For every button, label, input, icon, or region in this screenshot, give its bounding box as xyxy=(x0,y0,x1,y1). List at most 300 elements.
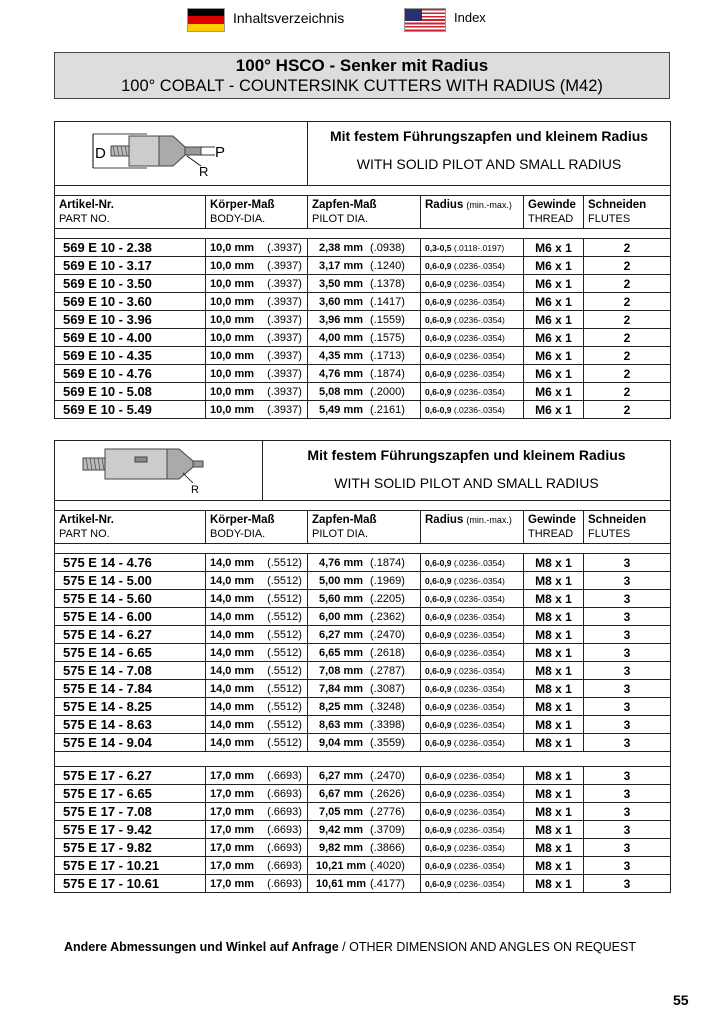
pilot-dia-cell xyxy=(308,716,421,734)
body-dia-mm: 17,0 mm xyxy=(210,859,255,872)
pilot-dia-inch: (.1240) xyxy=(370,259,405,272)
body-dia-inch: (.5512) xyxy=(267,646,302,659)
table-row xyxy=(55,329,671,347)
spacer-row xyxy=(55,186,671,196)
pilot-dia-cell xyxy=(308,329,421,347)
table-row xyxy=(55,626,671,644)
section2-description-en: WITH SOLID PILOT AND SMALL RADIUS xyxy=(334,475,599,491)
body-dia-inch: (.3937) xyxy=(267,367,302,380)
table-row xyxy=(55,821,671,839)
thread-cell: M8 x 1 xyxy=(524,662,584,680)
tool-drawing-cell xyxy=(55,441,263,501)
body-dia-mm: 10,0 mm xyxy=(210,403,255,416)
body-dia-cell xyxy=(206,734,308,752)
radius-inch: (.0236-.0354) xyxy=(453,404,505,415)
radius-mm: 0,6-0,9 xyxy=(425,770,452,781)
flutes-cell: 2 xyxy=(584,365,671,383)
body-dia-inch: (.3937) xyxy=(267,403,302,416)
body-dia-mm: 10,0 mm xyxy=(210,241,255,254)
table-row xyxy=(55,401,671,419)
flutes-cell: 3 xyxy=(584,680,671,698)
table-row xyxy=(55,716,671,734)
spacer-row xyxy=(55,752,671,767)
body-dia-mm: 14,0 mm xyxy=(210,574,255,587)
pilot-dia-cell xyxy=(308,257,421,275)
inhaltsverzeichnis-link[interactable]: Inhaltsverzeichnis xyxy=(233,10,345,26)
thread-cell: M8 x 1 xyxy=(524,572,584,590)
radius-cell xyxy=(421,554,524,572)
radius-inch: (.0236-.0354) xyxy=(453,665,505,676)
body-dia-cell xyxy=(206,590,308,608)
footer-note-en: OTHER DIMENSION AND ANGLES ON REQUEST xyxy=(349,940,636,954)
table-row xyxy=(55,257,671,275)
table-row xyxy=(55,875,671,893)
pilot-dia-inch: (.2470) xyxy=(370,628,405,641)
flutes-cell: 3 xyxy=(584,803,671,821)
countersink-drawing-icon xyxy=(55,441,231,496)
body-dia-mm: 10,0 mm xyxy=(210,277,255,290)
pilot-dia-mm: 5,60 mm xyxy=(318,592,364,605)
index-link[interactable]: Index xyxy=(454,10,486,25)
pilot-dia-mm: 6,65 mm xyxy=(318,646,364,659)
table-row xyxy=(55,734,671,752)
pilot-dia-cell xyxy=(308,857,421,875)
body-dia-mm: 14,0 mm xyxy=(210,628,255,641)
drawing-label-r: R xyxy=(191,484,199,496)
radius-cell xyxy=(421,365,524,383)
table-row xyxy=(55,857,671,875)
header-radius: Radius (min.-max.) xyxy=(421,511,524,544)
radius-inch: (.0236-.0354) xyxy=(453,878,505,889)
table-row xyxy=(55,365,671,383)
radius-cell xyxy=(421,662,524,680)
body-dia-inch: (.5512) xyxy=(267,574,302,587)
pilot-dia-inch: (.3248) xyxy=(370,700,405,713)
section1-description xyxy=(308,122,671,186)
thread-cell: M8 x 1 xyxy=(524,875,584,893)
pilot-dia-mm: 2,38 mm xyxy=(318,241,364,254)
pilot-dia-cell xyxy=(308,239,421,257)
flutes-cell: 3 xyxy=(584,821,671,839)
body-dia-cell xyxy=(206,608,308,626)
german-flag-icon[interactable] xyxy=(187,8,225,32)
table-row xyxy=(55,239,671,257)
body-dia-mm: 10,0 mm xyxy=(210,331,255,344)
part-number-cell: 569 E 10 - 3.96 xyxy=(55,311,206,329)
body-dia-inch: (.5512) xyxy=(267,556,302,569)
radius-cell xyxy=(421,239,524,257)
radius-mm: 0,6-0,9 xyxy=(425,647,452,658)
body-dia-cell xyxy=(206,857,308,875)
flutes-cell: 3 xyxy=(584,716,671,734)
thread-cell: M8 x 1 xyxy=(524,590,584,608)
pilot-dia-inch: (.1713) xyxy=(370,349,405,362)
radius-inch: (.0236-.0354) xyxy=(453,314,505,325)
radius-cell xyxy=(421,734,524,752)
pilot-dia-mm: 5,00 mm xyxy=(318,574,364,587)
body-dia-inch: (.3937) xyxy=(267,259,302,272)
body-dia-mm: 10,0 mm xyxy=(210,295,255,308)
radius-mm: 0,6-0,9 xyxy=(425,404,452,415)
pilot-dia-inch: (.2000) xyxy=(370,385,405,398)
flutes-cell: 3 xyxy=(584,572,671,590)
radius-cell xyxy=(421,803,524,821)
radius-cell xyxy=(421,767,524,785)
radius-cell xyxy=(421,857,524,875)
thread-cell: M8 x 1 xyxy=(524,698,584,716)
table-row xyxy=(55,785,671,803)
pilot-dia-cell xyxy=(308,803,421,821)
body-dia-cell xyxy=(206,875,308,893)
header-part-no: Artikel-Nr. PART NO. xyxy=(55,196,206,229)
body-dia-mm: 10,0 mm xyxy=(210,349,255,362)
radius-cell xyxy=(421,644,524,662)
pilot-dia-cell xyxy=(308,347,421,365)
pilot-dia-mm: 7,08 mm xyxy=(318,664,364,677)
pilot-dia-mm: 9,82 mm xyxy=(318,841,364,854)
thread-cell: M6 x 1 xyxy=(524,329,584,347)
us-flag-icon[interactable] xyxy=(404,8,446,32)
flutes-cell: 3 xyxy=(584,734,671,752)
header-body-dia: Körper-Maß BODY-DIA. xyxy=(206,196,308,229)
thread-cell: M8 x 1 xyxy=(524,608,584,626)
radius-inch: (.0236-.0354) xyxy=(453,824,505,835)
thread-cell: M6 x 1 xyxy=(524,365,584,383)
pilot-dia-mm: 6,27 mm xyxy=(318,628,364,641)
radius-inch: (.0118-.0197) xyxy=(453,242,505,253)
pilot-dia-mm: 7,84 mm xyxy=(318,682,364,695)
part-number-cell: 575 E 14 - 4.76 xyxy=(55,554,206,572)
radius-mm: 0,6-0,9 xyxy=(425,683,452,694)
thread-cell: M6 x 1 xyxy=(524,347,584,365)
body-dia-inch: (.6693) xyxy=(267,859,302,872)
body-dia-inch: (.6693) xyxy=(267,823,302,836)
pilot-dia-cell xyxy=(308,785,421,803)
body-dia-mm: 14,0 mm xyxy=(210,664,255,677)
radius-inch: (.0236-.0354) xyxy=(453,683,505,694)
thread-cell: M8 x 1 xyxy=(524,644,584,662)
pilot-dia-mm: 6,00 mm xyxy=(318,610,364,623)
body-dia-cell xyxy=(206,554,308,572)
section1-description-de: Mit festem Führungszapfen und kleinem Radius xyxy=(329,128,649,144)
body-dia-cell xyxy=(206,365,308,383)
radius-cell xyxy=(421,680,524,698)
body-dia-cell xyxy=(206,767,308,785)
body-dia-inch: (.3937) xyxy=(267,295,302,308)
body-dia-inch: (.5512) xyxy=(267,682,302,695)
table-row xyxy=(55,293,671,311)
radius-cell xyxy=(421,626,524,644)
part-number-cell: 569 E 10 - 3.17 xyxy=(55,257,206,275)
flutes-cell: 3 xyxy=(584,554,671,572)
body-dia-mm: 14,0 mm xyxy=(210,736,255,749)
radius-mm: 0,6-0,9 xyxy=(425,332,452,343)
pilot-dia-cell xyxy=(308,293,421,311)
flutes-cell: 2 xyxy=(584,347,671,365)
drawing-label-p: P xyxy=(215,144,226,161)
radius-inch: (.0236-.0354) xyxy=(453,788,505,799)
pilot-dia-mm: 4,00 mm xyxy=(318,331,364,344)
radius-cell xyxy=(421,311,524,329)
flutes-cell: 3 xyxy=(584,857,671,875)
pilot-dia-inch: (.1378) xyxy=(370,277,405,290)
thread-cell: M8 x 1 xyxy=(524,680,584,698)
pilot-dia-inch: (.1575) xyxy=(370,331,405,344)
body-dia-mm: 17,0 mm xyxy=(210,787,255,800)
radius-inch: (.0236-.0354) xyxy=(453,386,505,397)
radius-mm: 0,6-0,9 xyxy=(425,350,452,361)
radius-inch: (.0236-.0354) xyxy=(453,647,505,658)
pilot-dia-cell xyxy=(308,311,421,329)
body-dia-cell xyxy=(206,662,308,680)
radius-mm: 0,6-0,9 xyxy=(425,737,452,748)
body-dia-mm: 10,0 mm xyxy=(210,385,255,398)
radius-cell xyxy=(421,275,524,293)
body-dia-cell xyxy=(206,572,308,590)
thread-cell: M6 x 1 xyxy=(524,293,584,311)
pilot-dia-cell xyxy=(308,698,421,716)
body-dia-inch: (.3937) xyxy=(267,241,302,254)
pilot-dia-inch: (.2362) xyxy=(370,610,405,623)
flutes-cell: 3 xyxy=(584,626,671,644)
part-number-cell: 575 E 14 - 9.04 xyxy=(55,734,206,752)
pilot-dia-inch: (.3709) xyxy=(370,823,405,836)
radius-inch: (.0236-.0354) xyxy=(453,701,505,712)
table-row xyxy=(55,680,671,698)
radius-cell xyxy=(421,383,524,401)
table-row xyxy=(55,662,671,680)
radius-mm: 0,6-0,9 xyxy=(425,611,452,622)
radius-mm: 0,6-0,9 xyxy=(425,557,452,568)
flutes-cell: 3 xyxy=(584,644,671,662)
pilot-dia-inch: (.2776) xyxy=(370,805,405,818)
flutes-cell: 2 xyxy=(584,329,671,347)
pilot-dia-inch: (.1874) xyxy=(370,556,405,569)
body-dia-inch: (.6693) xyxy=(267,841,302,854)
part-number-cell: 569 E 10 - 5.08 xyxy=(55,383,206,401)
header-flutes: Schneiden FLUTES xyxy=(584,511,671,544)
radius-inch: (.0236-.0354) xyxy=(453,260,505,271)
pilot-dia-inch: (.0938) xyxy=(370,241,405,254)
part-number-cell: 575 E 14 - 6.65 xyxy=(55,644,206,662)
pilot-dia-mm: 7,05 mm xyxy=(318,805,364,818)
pilot-dia-cell xyxy=(308,821,421,839)
body-dia-mm: 10,0 mm xyxy=(210,259,255,272)
radius-mm: 0,6-0,9 xyxy=(425,260,452,271)
pilot-dia-inch: (.2787) xyxy=(370,664,405,677)
spacer-row xyxy=(55,229,671,239)
pilot-dia-inch: (.1417) xyxy=(370,295,405,308)
pilot-dia-mm: 6,27 mm xyxy=(318,769,364,782)
part-number-cell: 569 E 10 - 4.76 xyxy=(55,365,206,383)
part-number-cell: 575 E 14 - 5.60 xyxy=(55,590,206,608)
countersink-drawing-icon xyxy=(55,122,258,181)
flutes-cell: 3 xyxy=(584,608,671,626)
pilot-dia-cell xyxy=(308,401,421,419)
body-dia-cell xyxy=(206,401,308,419)
pilot-dia-cell xyxy=(308,875,421,893)
part-number-cell: 575 E 17 - 6.27 xyxy=(55,767,206,785)
pilot-dia-mm: 4,76 mm xyxy=(318,367,364,380)
part-number-cell: 575 E 14 - 6.00 xyxy=(55,608,206,626)
pilot-dia-inch: (.3087) xyxy=(370,682,405,695)
table-header-row xyxy=(55,196,671,229)
table-header-row xyxy=(55,511,671,544)
radius-cell xyxy=(421,257,524,275)
part-number-cell: 569 E 10 - 3.50 xyxy=(55,275,206,293)
flutes-cell: 2 xyxy=(584,401,671,419)
body-dia-mm: 17,0 mm xyxy=(210,769,255,782)
body-dia-mm: 14,0 mm xyxy=(210,700,255,713)
body-dia-inch: (.5512) xyxy=(267,592,302,605)
radius-mm: 0,6-0,9 xyxy=(425,278,452,289)
page-number: 55 xyxy=(673,992,689,1008)
thread-cell: M8 x 1 xyxy=(524,839,584,857)
part-number-cell: 569 E 10 - 4.35 xyxy=(55,347,206,365)
body-dia-cell xyxy=(206,257,308,275)
pilot-dia-cell xyxy=(308,608,421,626)
radius-mm: 0,6-0,9 xyxy=(425,860,452,871)
part-number-cell: 575 E 17 - 9.42 xyxy=(55,821,206,839)
pilot-dia-cell xyxy=(308,590,421,608)
flutes-cell: 2 xyxy=(584,257,671,275)
flutes-cell: 3 xyxy=(584,698,671,716)
radius-mm: 0,6-0,9 xyxy=(425,629,452,640)
radius-mm: 0,6-0,9 xyxy=(425,878,452,889)
part-number-cell: 569 E 10 - 3.60 xyxy=(55,293,206,311)
pilot-dia-mm: 3,50 mm xyxy=(318,277,364,290)
pilot-dia-inch: (.4020) xyxy=(370,859,405,872)
header-pilot-dia: Zapfen-Maß PILOT DIA. xyxy=(308,196,421,229)
pilot-dia-inch: (.1559) xyxy=(370,313,405,326)
body-dia-mm: 14,0 mm xyxy=(210,610,255,623)
radius-inch: (.0236-.0354) xyxy=(453,332,505,343)
body-dia-cell xyxy=(206,293,308,311)
table-row xyxy=(55,275,671,293)
pilot-dia-cell xyxy=(308,767,421,785)
pilot-dia-cell xyxy=(308,734,421,752)
radius-inch: (.0236-.0354) xyxy=(453,557,505,568)
drawing-label-r: R xyxy=(199,164,209,179)
body-dia-cell xyxy=(206,839,308,857)
body-dia-inch: (.6693) xyxy=(267,787,302,800)
pilot-dia-cell xyxy=(308,839,421,857)
radius-inch: (.0236-.0354) xyxy=(453,368,505,379)
table-row xyxy=(55,311,671,329)
table-row xyxy=(55,767,671,785)
radius-inch: (.0236-.0354) xyxy=(453,737,505,748)
flutes-cell: 2 xyxy=(584,239,671,257)
pilot-dia-mm: 6,67 mm xyxy=(318,787,364,800)
table-row xyxy=(55,803,671,821)
body-dia-inch: (.6693) xyxy=(267,805,302,818)
flutes-cell: 3 xyxy=(584,875,671,893)
table-row xyxy=(55,608,671,626)
header-thread: Gewinde THREAD xyxy=(524,511,584,544)
radius-mm: 0,6-0,9 xyxy=(425,842,452,853)
part-number-cell: 575 E 14 - 7.08 xyxy=(55,662,206,680)
pilot-dia-cell xyxy=(308,644,421,662)
part-number-cell: 575 E 17 - 9.82 xyxy=(55,839,206,857)
body-dia-mm: 10,0 mm xyxy=(210,313,255,326)
title-german: 100° HSCO - Senker mit Radius xyxy=(235,56,489,75)
body-dia-mm: 17,0 mm xyxy=(210,805,255,818)
flutes-cell: 2 xyxy=(584,311,671,329)
radius-inch: (.0236-.0354) xyxy=(453,296,505,307)
radius-inch: (.0236-.0354) xyxy=(453,719,505,730)
drawing-label-d: D xyxy=(95,145,106,162)
header-flutes: Schneiden FLUTES xyxy=(584,196,671,229)
part-number-cell: 575 E 17 - 7.08 xyxy=(55,803,206,821)
part-number-cell: 575 E 17 - 6.65 xyxy=(55,785,206,803)
flutes-cell: 3 xyxy=(584,839,671,857)
radius-cell xyxy=(421,329,524,347)
radius-inch: (.0236-.0354) xyxy=(453,575,505,586)
radius-mm: 0,6-0,9 xyxy=(425,368,452,379)
body-dia-mm: 14,0 mm xyxy=(210,718,255,731)
part-number-cell: 575 E 14 - 6.27 xyxy=(55,626,206,644)
table-row xyxy=(55,839,671,857)
radius-mm: 0,6-0,9 xyxy=(425,824,452,835)
radius-mm: 0,6-0,9 xyxy=(425,719,452,730)
radius-inch: (.0236-.0354) xyxy=(453,842,505,853)
pilot-dia-inch: (.2205) xyxy=(370,592,405,605)
thread-cell: M6 x 1 xyxy=(524,401,584,419)
thread-cell: M8 x 1 xyxy=(524,734,584,752)
flutes-cell: 2 xyxy=(584,293,671,311)
top-navigation xyxy=(0,6,724,32)
section1-description-en: WITH SOLID PILOT AND SMALL RADIUS xyxy=(356,156,622,172)
body-dia-mm: 17,0 mm xyxy=(210,823,255,836)
header-part-no: Artikel-Nr. PART NO. xyxy=(55,511,206,544)
table-row xyxy=(55,698,671,716)
radius-mm: 0,6-0,9 xyxy=(425,665,452,676)
flutes-cell: 2 xyxy=(584,383,671,401)
thread-cell: M6 x 1 xyxy=(524,275,584,293)
radius-cell xyxy=(421,293,524,311)
radius-mm: 0,6-0,9 xyxy=(425,788,452,799)
pilot-dia-cell xyxy=(308,383,421,401)
body-dia-inch: (.6693) xyxy=(267,877,302,890)
radius-inch: (.0236-.0354) xyxy=(453,806,505,817)
table-row xyxy=(55,347,671,365)
pilot-dia-inch: (.1874) xyxy=(370,367,405,380)
pilot-dia-cell xyxy=(308,680,421,698)
table-row xyxy=(55,383,671,401)
thread-cell: M8 x 1 xyxy=(524,554,584,572)
body-dia-inch: (.5512) xyxy=(267,736,302,749)
thread-cell: M8 x 1 xyxy=(524,821,584,839)
radius-cell xyxy=(421,785,524,803)
body-dia-cell xyxy=(206,680,308,698)
radius-mm: 0,3-0,5 xyxy=(425,242,452,253)
thread-cell: M8 x 1 xyxy=(524,785,584,803)
pilot-dia-mm: 3,96 mm xyxy=(318,313,364,326)
thread-cell: M6 x 1 xyxy=(524,311,584,329)
header-thread: Gewinde THREAD xyxy=(524,196,584,229)
table-row xyxy=(55,590,671,608)
radius-mm: 0,6-0,9 xyxy=(425,806,452,817)
pilot-dia-mm: 5,49 mm xyxy=(318,403,364,416)
body-dia-cell xyxy=(206,785,308,803)
header-radius: Radius (min.-max.) xyxy=(421,196,524,229)
radius-mm: 0,6-0,9 xyxy=(425,593,452,604)
thread-cell: M8 x 1 xyxy=(524,803,584,821)
radius-cell xyxy=(421,698,524,716)
thread-cell: M8 x 1 xyxy=(524,857,584,875)
radius-cell xyxy=(421,572,524,590)
radius-inch: (.0236-.0354) xyxy=(453,350,505,361)
